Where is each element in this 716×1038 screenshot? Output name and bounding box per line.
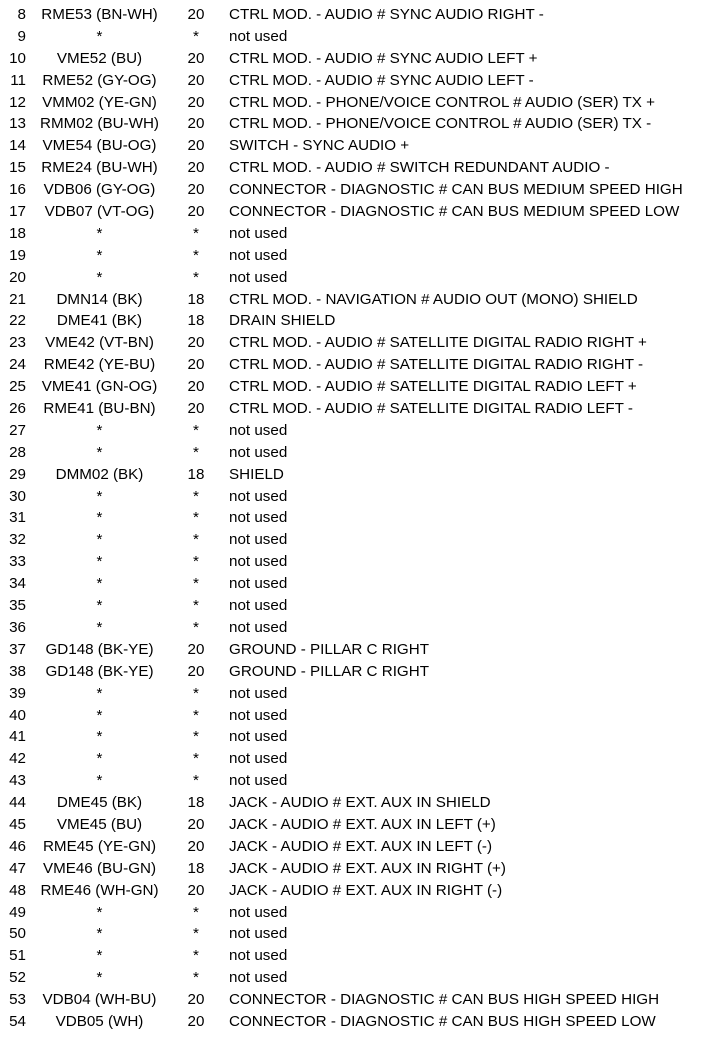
table-row (0, 223, 716, 245)
table-row (0, 858, 716, 880)
pin-number: 14 (9, 137, 26, 155)
wire-gauge: * (193, 27, 199, 45)
table-row (0, 310, 716, 332)
wire-code: DME41 (BK) (56, 312, 143, 330)
circuit-description: not used (229, 443, 288, 461)
circuit-description: JACK - AUDIO # EXT. AUX IN LEFT (+) (229, 815, 496, 833)
pin-number: 43 (9, 772, 26, 790)
circuit-description: not used (229, 575, 288, 593)
wire-gauge: * (193, 509, 199, 527)
pin-number: 12 (9, 93, 26, 111)
pin-number: 21 (9, 290, 26, 308)
wire-code: VME52 (BU) (56, 49, 143, 67)
wire-code: * (96, 969, 103, 987)
table-row (0, 770, 716, 792)
pin-number: 42 (9, 750, 26, 768)
wire-code: * (96, 903, 103, 921)
circuit-description: CTRL MOD. - PHONE/VOICE CONTROL # AUDIO (SER) TX - (229, 115, 652, 133)
wire-code: RME42 (YE-BU) (43, 356, 156, 374)
wire-code: DME45 (BK) (56, 794, 143, 812)
pin-number: 25 (9, 378, 26, 396)
circuit-description: JACK - AUDIO # EXT. AUX IN LEFT (-) (229, 837, 493, 855)
wire-code: VME46 (BU-GN) (42, 859, 157, 877)
wire-code: RME53 (BN-WH) (41, 6, 158, 23)
table-row (0, 398, 716, 420)
pin-number: 44 (9, 794, 26, 812)
circuit-description: JACK - AUDIO # EXT. AUX IN RIGHT (+) (229, 859, 506, 877)
wire-gauge: 20 (187, 640, 205, 658)
pin-number: 49 (9, 903, 26, 921)
wire-gauge: 18 (187, 794, 205, 812)
wire-code: GD148 (BK-YE) (45, 662, 154, 680)
circuit-description: not used (229, 268, 288, 286)
table-row (0, 661, 716, 683)
pin-number: 20 (9, 268, 26, 286)
table-row (0, 245, 716, 267)
wire-gauge: * (193, 246, 199, 264)
wire-code: * (96, 224, 103, 242)
circuit-description: GROUND - PILLAR C RIGHT (229, 662, 429, 680)
wire-code: GD148 (BK-YE) (45, 640, 154, 658)
wire-code: * (96, 947, 103, 965)
circuit-description: not used (229, 728, 288, 746)
pin-number: 22 (9, 312, 26, 330)
wire-gauge: 20 (187, 662, 205, 680)
table-row (0, 989, 716, 1011)
wire-code: VMM02 (YE-GN) (42, 93, 157, 111)
wire-code: RME24 (BU-WH) (41, 159, 158, 177)
table-row (0, 486, 716, 508)
pin-number: 16 (9, 181, 26, 199)
pin-number: 31 (9, 509, 26, 527)
pin-number: 53 (9, 991, 26, 1009)
pin-number: 48 (9, 881, 26, 899)
wire-code: * (96, 597, 103, 615)
circuit-description: CTRL MOD. - AUDIO # SWITCH REDUNDANT AUDIO - (229, 159, 610, 177)
wire-code: * (96, 772, 103, 790)
wire-gauge: * (193, 925, 199, 943)
wire-gauge: 20 (187, 93, 205, 111)
wire-gauge: 20 (187, 159, 205, 177)
circuit-description: CONNECTOR - DIAGNOSTIC # CAN BUS HIGH SPEED HIGH (229, 991, 660, 1009)
wire-gauge: 20 (187, 881, 205, 899)
circuit-description: JACK - AUDIO # EXT. AUX IN SHIELD (229, 794, 491, 812)
wire-gauge: 20 (187, 1012, 205, 1030)
circuit-description: SWITCH - SYNC AUDIO + (229, 137, 410, 155)
circuit-description: CTRL MOD. - AUDIO # SYNC AUDIO LEFT + (229, 49, 538, 67)
wire-gauge: * (193, 728, 199, 746)
wire-code: * (96, 531, 103, 549)
table-row (0, 92, 716, 114)
wire-code: * (96, 509, 103, 527)
circuit-description: not used (229, 750, 288, 768)
wire-gauge: * (193, 903, 199, 921)
table-row (0, 902, 716, 924)
table-row (0, 945, 716, 967)
pin-number: 15 (9, 159, 26, 177)
wire-gauge: * (193, 597, 199, 615)
wire-gauge: 18 (187, 312, 205, 330)
circuit-description: CONNECTOR - DIAGNOSTIC # CAN BUS MEDIUM SPEED HIGH (229, 181, 683, 199)
wire-gauge: * (193, 706, 199, 724)
pin-number: 29 (9, 465, 26, 483)
wire-gauge: 20 (187, 815, 205, 833)
circuit-description: not used (229, 509, 288, 527)
wire-code: * (96, 684, 103, 702)
table-row (0, 748, 716, 770)
table-row (0, 135, 716, 157)
wire-gauge: 20 (187, 49, 205, 67)
pin-number: 24 (9, 356, 26, 374)
wire-code: DMM02 (BK) (55, 465, 144, 483)
wire-gauge: * (193, 487, 199, 505)
circuit-description: not used (229, 597, 288, 615)
wire-gauge: 20 (187, 6, 205, 23)
circuit-description: SHIELD (229, 465, 284, 483)
wire-code: * (96, 268, 103, 286)
wire-gauge: 20 (187, 378, 205, 396)
wire-code: VME54 (BU-OG) (42, 137, 157, 155)
table-row (0, 442, 716, 464)
table-row (0, 792, 716, 814)
circuit-description: not used (229, 246, 288, 264)
pin-number: 39 (9, 684, 26, 702)
wire-gauge: 20 (187, 334, 205, 352)
circuit-description: not used (229, 553, 288, 571)
circuit-description: not used (229, 925, 288, 943)
wire-code: RMM02 (BU-WH) (40, 115, 159, 133)
circuit-description: not used (229, 487, 288, 505)
wire-code: RME46 (WH-GN) (40, 881, 159, 899)
table-row (0, 967, 716, 989)
pin-number: 38 (9, 662, 26, 680)
wire-code: * (96, 706, 103, 724)
circuit-description: JACK - AUDIO # EXT. AUX IN RIGHT (-) (229, 881, 503, 899)
pin-number: 54 (9, 1012, 26, 1030)
circuit-description: CTRL MOD. - PHONE/VOICE CONTROL # AUDIO (SER) TX + (229, 93, 656, 111)
table-row (0, 923, 716, 945)
wire-code: * (96, 246, 103, 264)
connector-pinout-table (0, 4, 716, 1033)
wire-code: VME42 (VT-BN) (45, 334, 154, 352)
table-row (0, 332, 716, 354)
table-row (0, 4, 716, 26)
wire-gauge: * (193, 224, 199, 242)
table-row (0, 551, 716, 573)
circuit-description: not used (229, 224, 288, 242)
table-row (0, 726, 716, 748)
pin-number: 13 (9, 115, 26, 133)
circuit-description: CTRL MOD. - AUDIO # SATELLITE DIGITAL RADIO RIGHT + (229, 334, 647, 352)
pin-number: 34 (9, 575, 26, 593)
pin-number: 8 (17, 6, 26, 23)
circuit-description: DRAIN SHIELD (229, 312, 336, 330)
wire-gauge: * (193, 947, 199, 965)
wire-code: * (96, 925, 103, 943)
table-row (0, 354, 716, 376)
table-row (0, 26, 716, 48)
pin-number: 28 (9, 443, 26, 461)
wire-gauge: * (193, 750, 199, 768)
wire-gauge: 20 (187, 181, 205, 199)
wire-code: * (96, 27, 103, 45)
pin-number: 9 (17, 27, 26, 45)
wire-code: * (96, 750, 103, 768)
wire-gauge: 20 (187, 356, 205, 374)
wire-code: * (96, 618, 103, 636)
pin-number: 10 (9, 49, 26, 67)
wire-gauge: * (193, 684, 199, 702)
table-row (0, 683, 716, 705)
wire-gauge: 18 (187, 290, 205, 308)
wire-gauge: * (193, 531, 199, 549)
pin-number: 27 (9, 421, 26, 439)
pin-number: 37 (9, 640, 26, 658)
wire-code: * (96, 553, 103, 571)
table-row (0, 70, 716, 92)
wire-gauge: * (193, 618, 199, 636)
circuit-description: not used (229, 684, 288, 702)
circuit-description: not used (229, 706, 288, 724)
table-row (0, 420, 716, 442)
wire-gauge: 20 (187, 115, 205, 133)
pin-number: 32 (9, 531, 26, 549)
table-row (0, 201, 716, 223)
wire-gauge: * (193, 268, 199, 286)
pin-number: 30 (9, 487, 26, 505)
circuit-description: CTRL MOD. - AUDIO # SATELLITE DIGITAL RADIO LEFT + (229, 378, 637, 396)
pin-number: 17 (9, 203, 26, 221)
wire-gauge: 20 (187, 837, 205, 855)
wire-code: DMN14 (BK) (56, 290, 143, 308)
wire-code: * (96, 575, 103, 593)
table-row (0, 376, 716, 398)
wire-gauge: 18 (187, 859, 205, 877)
table-row (0, 705, 716, 727)
wire-gauge: * (193, 575, 199, 593)
circuit-description: CTRL MOD. - AUDIO # SYNC AUDIO RIGHT - (229, 6, 544, 23)
pin-number: 19 (9, 246, 26, 264)
circuit-description: CTRL MOD. - AUDIO # SATELLITE DIGITAL RADIO LEFT - (229, 400, 633, 418)
table-row (0, 289, 716, 311)
wire-gauge: * (193, 421, 199, 439)
wire-code: VDB05 (WH) (55, 1012, 144, 1030)
wire-code: VME45 (BU) (56, 815, 143, 833)
table-row (0, 617, 716, 639)
table-row (0, 157, 716, 179)
wire-gauge: 18 (187, 465, 205, 483)
pin-number: 45 (9, 815, 26, 833)
circuit-description: CTRL MOD. - AUDIO # SATELLITE DIGITAL RADIO RIGHT - (229, 356, 644, 374)
wire-gauge: * (193, 443, 199, 461)
circuit-description: CTRL MOD. - NAVIGATION # AUDIO OUT (MONO) SHIELD (229, 290, 638, 308)
wire-code: RME52 (GY-OG) (42, 71, 157, 89)
table-row (0, 880, 716, 902)
wire-code: VDB06 (GY-OG) (43, 181, 156, 199)
pin-number: 47 (9, 859, 26, 877)
circuit-description: not used (229, 903, 288, 921)
wire-code: * (96, 728, 103, 746)
table-row (0, 1011, 716, 1033)
table-row (0, 507, 716, 529)
wire-code: VDB07 (VT-OG) (44, 203, 155, 221)
circuit-description: not used (229, 27, 288, 45)
circuit-description: CONNECTOR - DIAGNOSTIC # CAN BUS HIGH SPEED LOW (229, 1012, 656, 1030)
pin-number: 36 (9, 618, 26, 636)
wire-code: VDB04 (WH-BU) (42, 991, 157, 1009)
wire-code: RME41 (BU-BN) (43, 400, 156, 418)
pin-number: 33 (9, 553, 26, 571)
wire-gauge: * (193, 553, 199, 571)
table-row (0, 464, 716, 486)
pin-number: 51 (9, 947, 26, 965)
circuit-description: not used (229, 969, 288, 987)
wire-code: * (96, 487, 103, 505)
wire-code: VME41 (GN-OG) (41, 378, 158, 396)
wire-gauge: 20 (187, 203, 205, 221)
table-row (0, 814, 716, 836)
table-row (0, 595, 716, 617)
circuit-description: GROUND - PILLAR C RIGHT (229, 640, 429, 658)
table-row (0, 267, 716, 289)
circuit-description: not used (229, 772, 288, 790)
wire-code: RME45 (YE-GN) (42, 837, 157, 855)
wire-gauge: * (193, 969, 199, 987)
pin-number: 50 (9, 925, 26, 943)
wire-gauge: 20 (187, 71, 205, 89)
wire-code: * (96, 443, 103, 461)
wire-gauge: 20 (187, 137, 205, 155)
pin-number: 18 (9, 224, 26, 242)
pin-number: 26 (9, 400, 26, 418)
pin-number: 23 (9, 334, 26, 352)
table-row (0, 113, 716, 135)
wire-gauge: 20 (187, 991, 205, 1009)
pin-number: 35 (9, 597, 26, 615)
table-row (0, 179, 716, 201)
pin-number: 11 (10, 71, 26, 89)
circuit-description: CTRL MOD. - AUDIO # SYNC AUDIO LEFT - (229, 71, 534, 89)
table-row (0, 529, 716, 551)
circuit-description: not used (229, 947, 288, 965)
circuit-description: CONNECTOR - DIAGNOSTIC # CAN BUS MEDIUM SPEED LOW (229, 203, 680, 221)
table-row (0, 836, 716, 858)
circuit-description: not used (229, 421, 288, 439)
circuit-description: not used (229, 618, 288, 636)
wire-code: * (96, 421, 103, 439)
pin-number: 46 (9, 837, 26, 855)
pin-number: 52 (9, 969, 26, 987)
circuit-description: not used (229, 531, 288, 549)
wire-gauge: 20 (187, 400, 205, 418)
table-row (0, 48, 716, 70)
pin-number: 40 (9, 706, 26, 724)
pin-number: 41 (9, 728, 26, 746)
table-row (0, 573, 716, 595)
wire-gauge: * (193, 772, 199, 790)
table-row (0, 639, 716, 661)
